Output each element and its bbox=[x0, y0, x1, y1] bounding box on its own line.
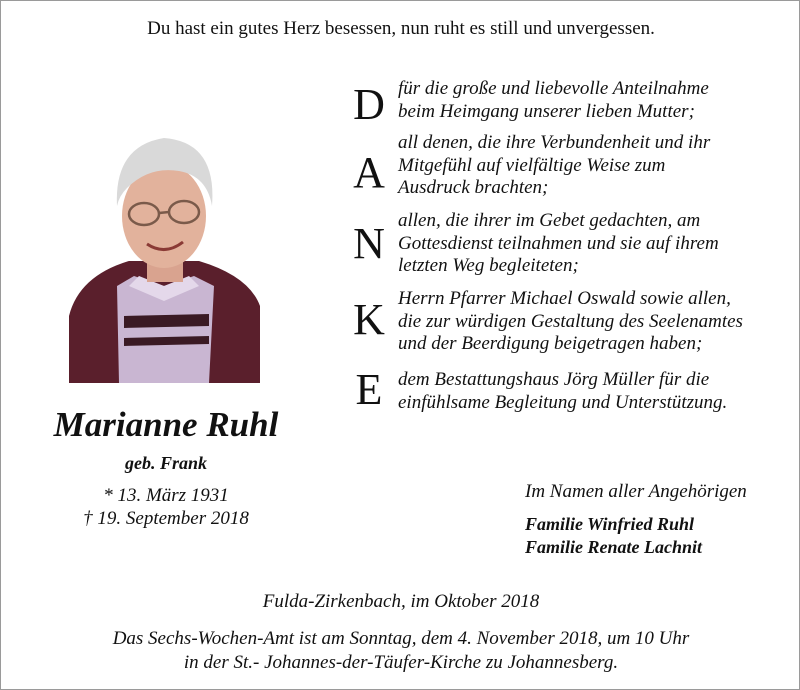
danke-letter-a: A bbox=[353, 148, 385, 197]
danke-line: dem Bestattungshaus Jörg Müller für die bbox=[398, 369, 710, 390]
danke-line: all denen, die ihre Verbundenheit und ihr bbox=[398, 132, 711, 153]
danke-line: einfühlsame Begleitung und Unterstützung. bbox=[398, 391, 728, 413]
danke-paragraph-k bbox=[398, 288, 763, 356]
danke-line: Herrn Pfarrer Michael Oswald sowie allen, bbox=[398, 288, 731, 309]
danke-letter-d: D bbox=[353, 80, 385, 129]
danke-paragraph-d bbox=[398, 78, 763, 123]
danke-paragraph-a bbox=[398, 132, 763, 200]
death-date: † 19. September 2018 bbox=[83, 508, 249, 529]
danke-line: und der Beerdigung beigetragen haben; bbox=[398, 333, 703, 354]
family-name: Familie Winfried Ruhl bbox=[525, 514, 695, 534]
motto: Du hast ein gutes Herz besessen, nun ruht es still und unvergessen. bbox=[147, 18, 655, 39]
danke-line: die zur würdigen Gestaltung des Seelenamtes bbox=[398, 310, 743, 332]
portrait-photo bbox=[69, 126, 260, 383]
service-notice-line: Das Sechs-Wochen-Amt ist am Sonntag, dem 4. November 2018, um 10 Uhr bbox=[112, 628, 690, 649]
danke-line: allen, die ihrer im Gebet gedachten, am bbox=[398, 210, 701, 231]
danke-letter-n: N bbox=[353, 219, 385, 268]
danke-line: für die große und liebevolle Anteilnahme bbox=[398, 78, 709, 99]
danke-line: Gottesdienst teilnahmen und sie auf ihrem bbox=[398, 232, 719, 254]
danke-letter-e: E bbox=[355, 365, 383, 414]
birth-name: geb. Frank bbox=[124, 453, 207, 473]
danke-line: letzten Weg begleiteten; bbox=[398, 255, 579, 276]
birth-date: * 13. März 1931 bbox=[103, 485, 229, 506]
family-name: Familie Renate Lachnit bbox=[525, 537, 703, 557]
danke-paragraph-n bbox=[398, 210, 763, 278]
danke-paragraph-e bbox=[398, 369, 763, 414]
danke-line: beim Heimgang unserer lieben Mutter; bbox=[398, 100, 695, 122]
danke-line: Ausdruck brachten; bbox=[398, 177, 549, 198]
danke-line: Mitgefühl auf vielfältige Weise zum bbox=[398, 154, 666, 176]
on-behalf-line: Im Namen aller Angehörigen bbox=[525, 481, 747, 502]
deceased-name: Marianne Ruhl bbox=[53, 405, 279, 444]
service-notice-line: in der St.- Johannes-der-Täufer-Kirche zu Johannesberg. bbox=[183, 652, 619, 673]
danke-letter-k: K bbox=[353, 295, 385, 344]
place-date: Fulda-Zirkenbach, im Oktober 2018 bbox=[262, 591, 540, 612]
